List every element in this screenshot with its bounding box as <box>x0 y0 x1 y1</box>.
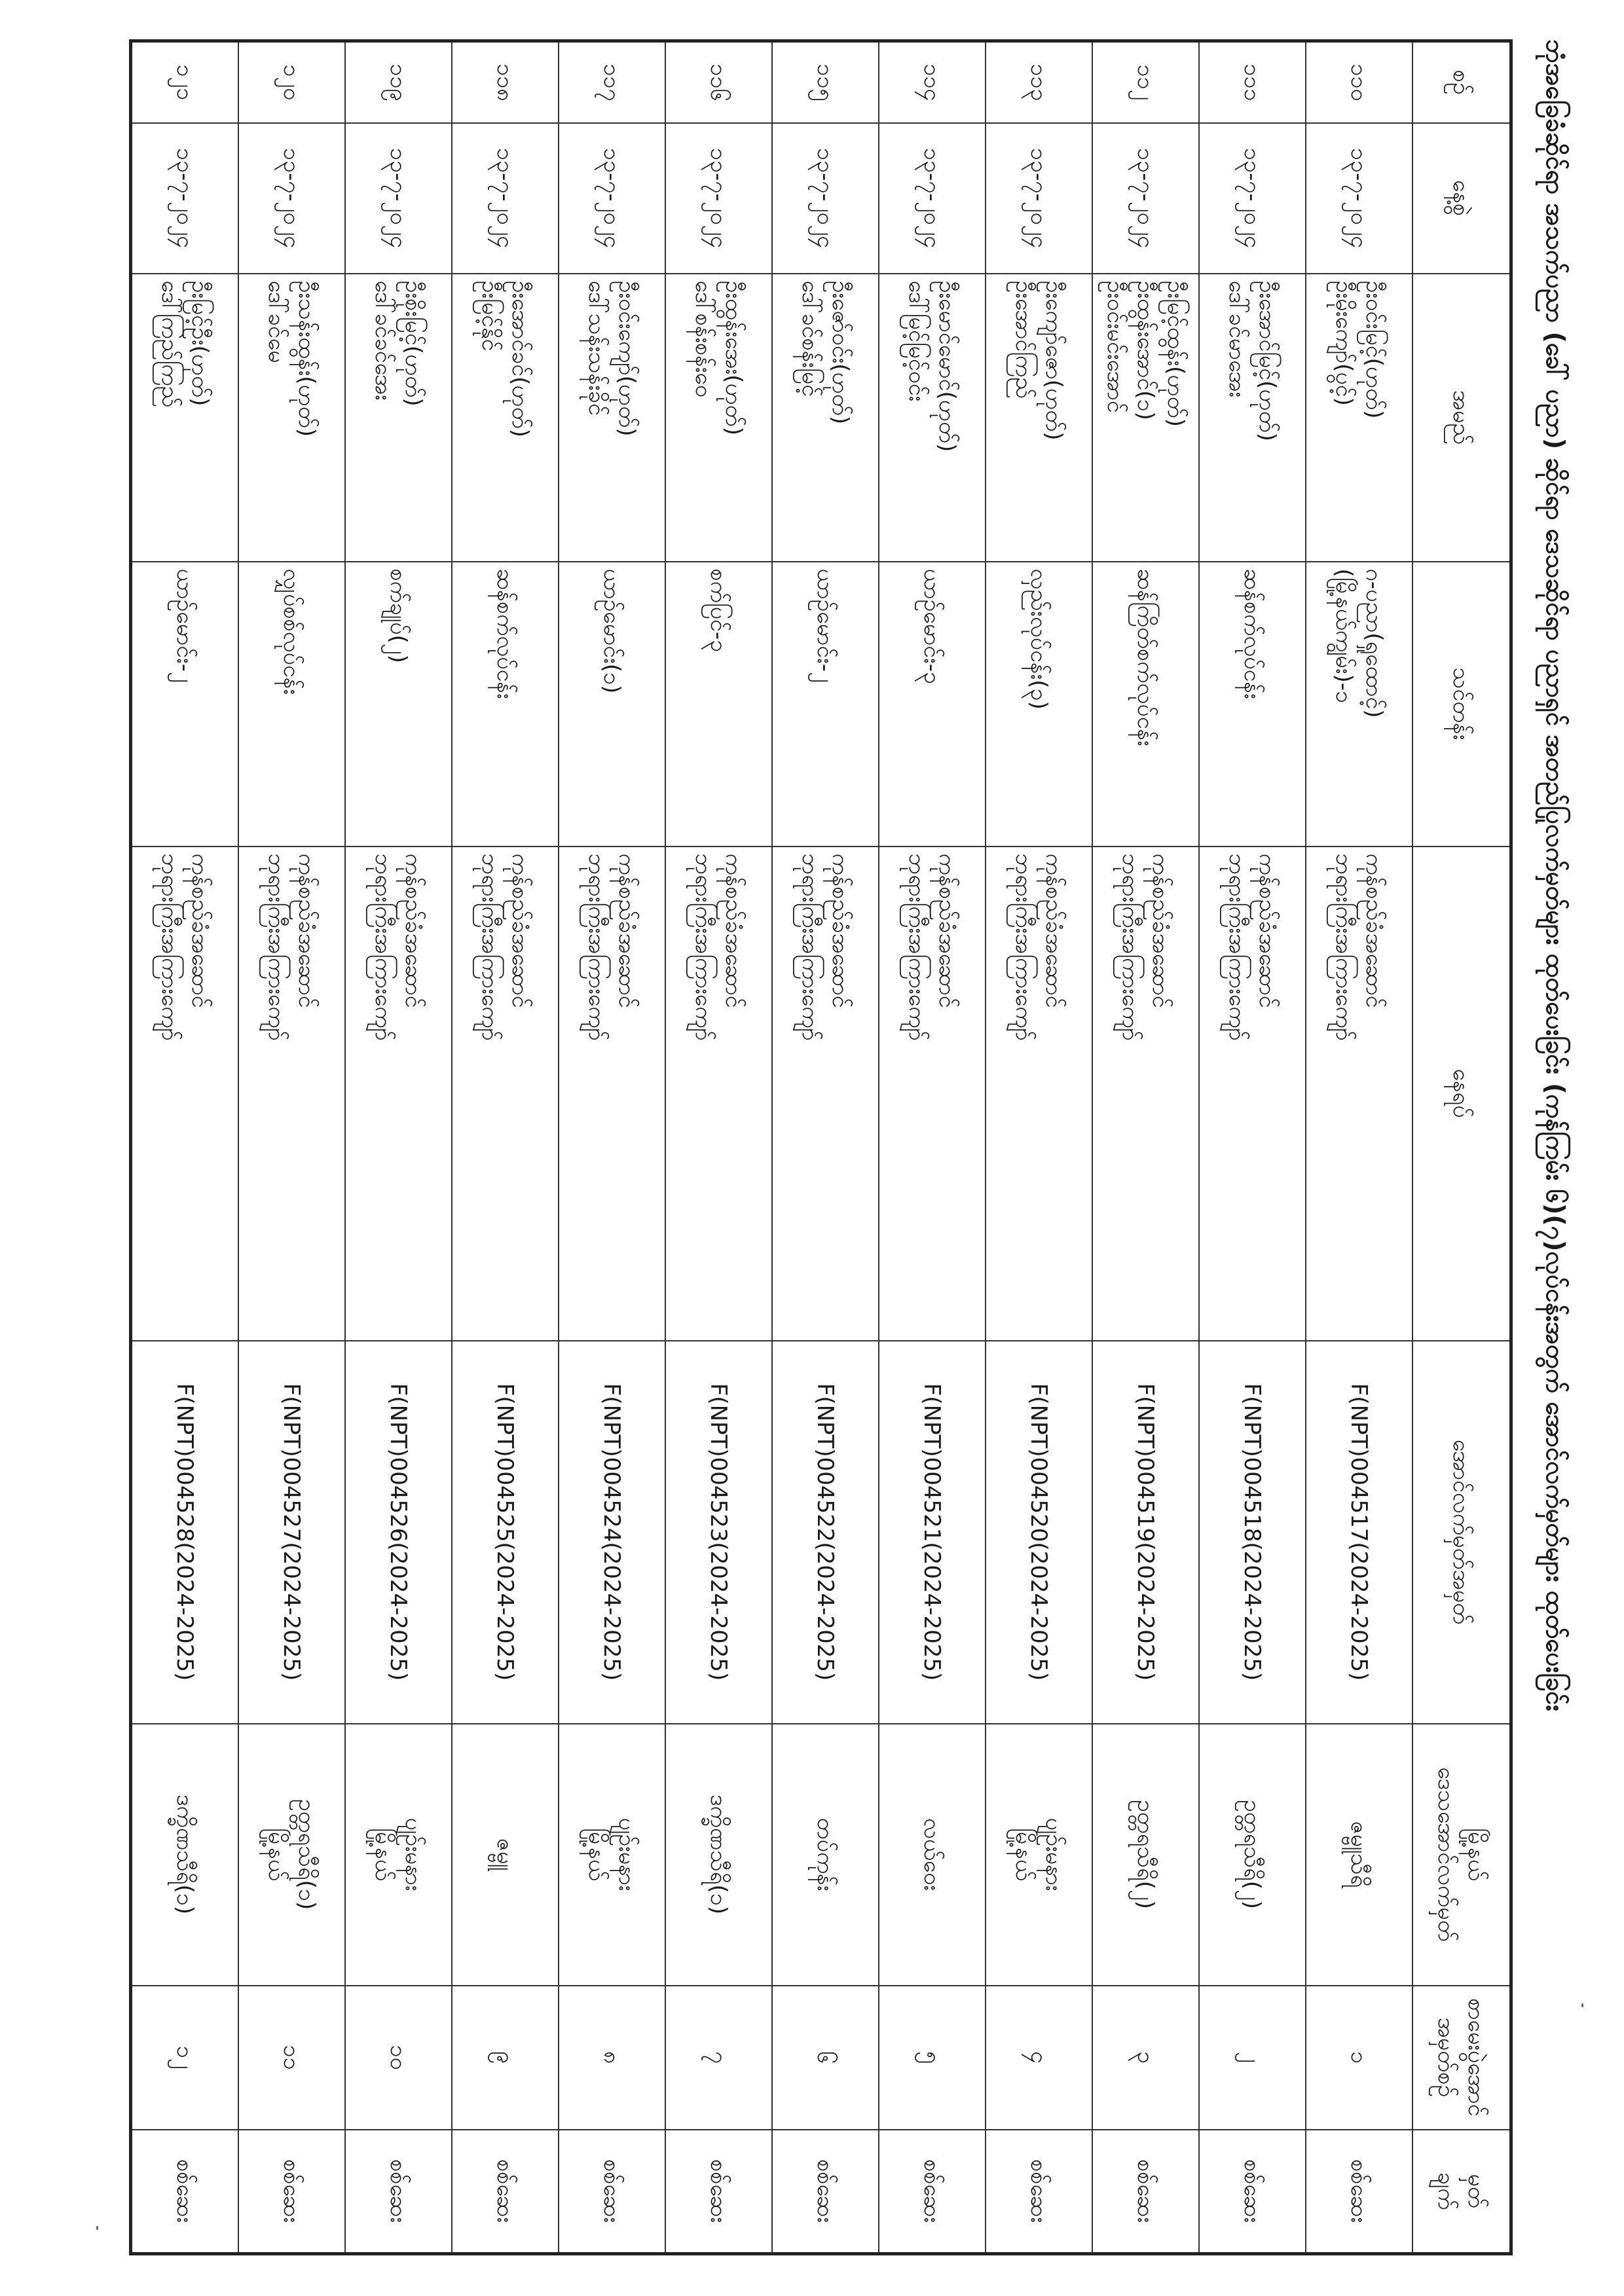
row-number: ၁၁၂ <box>1092 41 1199 123</box>
table-row <box>131 41 239 2254</box>
row-number: ၁၁၇ <box>559 41 665 123</box>
row-date: ၁၃-၇-၂၀၂၄ <box>772 123 879 274</box>
row-name: ဦးမြင့်ထွန်း(ဟုတ်) ဦးထွန်းအောင်(၁) ဦးဝင်းမင်းအောင် <box>1092 274 1199 562</box>
row-serial: ၁၁ <box>238 1986 345 2130</box>
col-header-course: သင်တန်း <box>1412 562 1511 847</box>
row-number: ၁၁၄ <box>879 41 986 123</box>
row-serial: ၄ <box>986 1986 1092 2130</box>
row-remark: စစ်ဆေး <box>986 2130 1092 2254</box>
scan-speck <box>96 2226 98 2230</box>
col-header-no: စဉ် <box>1412 41 1511 123</box>
certificate-table <box>129 39 1513 2255</box>
row-cert-number: F(NPT)004526(2024-2025) <box>345 1341 452 1724</box>
row-course: ယာဉ်မောင်း-၂ <box>131 562 239 847</box>
table-row <box>345 41 452 2254</box>
row-remark: စစ်ဆေး <box>1199 2130 1306 2254</box>
row-address: ကုန်စည်ခံအဆောင် ဘုရားကြီးအကြားကျော် <box>238 847 345 1341</box>
row-remark: စစ်ဆေး <box>879 2130 986 2254</box>
col-header-sr: စာမေးပွဲအောင် အမှတ်စဉ် <box>1412 1986 1511 2130</box>
row-course: ဆန်စက်လုပ်ငန်း <box>1199 562 1306 847</box>
row-date: ၁၃-၇-၂၀၂၄ <box>452 123 559 274</box>
row-name: ဦးဝင်းမြင့်(ဟုတ်) ဦးမိုးကျော်(ပွင့်) <box>1306 274 1412 562</box>
row-number: ၁၁၉ <box>345 41 452 123</box>
row-date: ၁၃-၇-၂၀၂၄ <box>1306 123 1412 274</box>
row-number: ၁၂၀ <box>238 41 345 123</box>
row-serial: ၂ <box>1199 1986 1306 2130</box>
row-course: ဆန်ကြိတ်စက်လုပ်ငန်း <box>1092 562 1199 847</box>
row-name: ဦးဝင်းကျော်(ဟုတ်) ဒေါ်သန်းသန်းခိုင် <box>559 274 665 562</box>
row-serial: ၁ <box>1306 1986 1412 2130</box>
table-row <box>1092 41 1199 2254</box>
row-number: ၁၁၆ <box>665 41 772 123</box>
row-remark: စစ်ဆေး <box>452 2130 559 2254</box>
row-address: ကုန်စည်ခံအဆောင် ဘုရားကြီးအကြားကျော် <box>879 847 986 1341</box>
row-number: ၁၁၁ <box>1199 41 1306 123</box>
row-name: ဦးဇော်ဝင်း(ဟုတ်) ဒေါ်ခင်စန်းမြင့် <box>772 274 879 562</box>
row-township: ပျဉ်းမနား မြို့နယ် <box>345 1724 452 1986</box>
row-cert-number: F(NPT)004524(2024-2025) <box>559 1341 665 1724</box>
row-serial: ၈ <box>559 1986 665 2130</box>
row-name: ဦးအောင်ခင်(ဟုတ်) ဦးမြင့်နိုင် <box>452 274 559 562</box>
table-header-row <box>1412 41 1511 2254</box>
row-serial: ၆ <box>772 1986 879 2130</box>
row-serial: ၅ <box>879 1986 986 2130</box>
row-name: ဦးကျော်ဇော(ဟုတ်) ဦးအောင်ကြည် <box>986 274 1092 562</box>
row-remark: စစ်ဆေး <box>345 2130 452 2254</box>
row-township: ဥတ္တရသီရိ(၁) မြို့နယ် <box>238 1724 345 1986</box>
row-course: ယာဉ်မောင်း(၁) <box>559 562 665 847</box>
row-name: ဦးအောင်မြင့်(ဟုတ်) ဒေါ်ခင်မာအေး <box>1199 274 1306 562</box>
row-date: ၁၃-၇-၂၀၂၄ <box>345 123 452 274</box>
row-address: ကုန်စည်ခံအဆောင် ဘုရားကြီးအကြားကျော် <box>345 847 452 1341</box>
row-course: လှည်းလုပ်ငန်း(၃) <box>986 562 1092 847</box>
row-remark: စစ်ဆေး <box>559 2130 665 2254</box>
row-address: ကုန်စည်ခံအဆောင် ဘုရားကြီးအကြားကျော် <box>772 847 879 1341</box>
row-township: ဇမ္ဗူ <box>452 1724 559 1986</box>
row-number: ၁၁၀ <box>1306 41 1412 123</box>
col-header-date: နေ့စွဲ <box>1412 123 1511 274</box>
row-number: ၁၁၅ <box>772 41 879 123</box>
row-serial: ၇ <box>665 1986 772 2130</box>
row-name: ဦးမြင့်ဦး(ဟုတ်) ဒေါ်ကြည်ကြည် <box>131 274 239 562</box>
row-address: ကုန်စည်ခံအဆောင် ဘုရားကြီးအကြားကျော် <box>131 847 239 1341</box>
row-date: ၁၃-၇-၂၀၂၄ <box>665 123 772 274</box>
row-name: ဦးမောင်မောင်(ဟုတ်) ဒေါ်မြင့်မြင့်ဝင်း <box>879 274 986 562</box>
table-row <box>1199 41 1306 2254</box>
row-number: ၁၁၃ <box>986 41 1092 123</box>
row-township: လယ်ဝေး <box>879 1724 986 1986</box>
row-name: ဦးထွန်းအေး(ဟုတ်) ဒေါ်စန်းစန်းဝေ <box>665 274 772 562</box>
row-date: ၁၃-၇-၂၀၂၄ <box>986 123 1092 274</box>
row-township: တပ်ကုန်း <box>772 1724 879 1986</box>
col-header-remark: မှတ် ချက် <box>1412 2130 1511 2254</box>
row-number: ၁၂၁ <box>131 41 239 123</box>
row-course: ယာဉ်မောင်း-၃ <box>879 562 986 847</box>
row-remark: စစ်ဆေး <box>665 2130 772 2254</box>
row-cert-number: F(NPT)004518(2024-2025) <box>1199 1341 1306 1724</box>
row-cert-number: F(NPT)004522(2024-2025) <box>772 1341 879 1724</box>
table-row <box>986 41 1092 2254</box>
row-address: ကုန်စည်ခံအဆောင် ဘုရားကြီးအကြားကျော် <box>1199 847 1306 1341</box>
row-address: ကုန်စည်ခံအဆောင် ဘုရားကြီးအကြားကျော် <box>452 847 559 1341</box>
row-serial: ၁၂ <box>131 1986 239 2130</box>
col-header-cert: အောင်လက်မှတ်အမှတ် <box>1412 1341 1511 1724</box>
col-header-township: မြို့နယ် ဒေသအောင်လက်မှတ် <box>1412 1724 1511 1986</box>
table-row <box>452 41 559 2254</box>
row-name: ဦးစိုးမြင့်(ဟုတ်) ဒေါ်ခင်ခင်အေး <box>345 274 452 562</box>
row-number: ၁၁၈ <box>452 41 559 123</box>
row-township: ဒက္ခိဏသီရိ(၁) <box>131 1724 239 1986</box>
row-course: ယာဉ်မောင်း-၂ <box>772 562 879 847</box>
row-cert-number: F(NPT)004527(2024-2025) <box>238 1341 345 1724</box>
row-township: ဥတ္တရသီရိ(၂) <box>1092 1724 1199 1986</box>
table-row <box>665 41 772 2254</box>
row-course: စက်ပြင်-၃ <box>665 562 772 847</box>
row-cert-number: F(NPT)004523(2024-2025) <box>665 1341 772 1724</box>
table-row <box>559 41 665 2254</box>
row-township: ပျဉ်းမနား မြို့နယ် <box>986 1724 1092 1986</box>
row-date: ၁၃-၇-၂၀၂၄ <box>559 123 665 274</box>
row-date: ၁၃-၇-၂၀၂၄ <box>1092 123 1199 274</box>
row-date: ၁၃-၇-၂၀၂၄ <box>879 123 986 274</box>
row-serial: ၁၀ <box>345 1986 452 2130</box>
row-address: ကုန်စည်ခံအဆောင် ဘုရားကြီးအကြားကျော် <box>986 847 1092 1341</box>
document-title: ဘုံအခြေခံဆိုင်ရာ အသက်ပညာ (ခေါ် ပညာ) ဆိုင်ရာ ဒေသဆိုင်ရာ ပညာရှင် အတည်ပြုလက်မှတ်များ ထုတ်ပေးခြင်း (ကုန်ကြမ်း ၆)(၇)လုပ်ငန်းအတွက် အောင်လက်မှတ်များ ထုတ်ပေးခြင်း <box>1541 39 1570 1711</box>
row-cert-number: F(NPT)004519(2024-2025) <box>1092 1341 1199 1724</box>
table-row <box>879 41 986 2254</box>
row-course: ဆန်စက်လုပ်ငန်း <box>452 562 559 847</box>
scan-speck <box>1581 2003 1583 2007</box>
row-course: စက်ချုပ်(၂) <box>345 562 452 847</box>
col-header-name: အမည် <box>1412 274 1511 562</box>
row-serial: ၃ <box>1092 1986 1199 2130</box>
row-cert-number: F(NPT)004525(2024-2025) <box>452 1341 559 1724</box>
row-remark: စစ်ဆေး <box>238 2130 345 2254</box>
row-serial: ၉ <box>452 1986 559 2130</box>
row-township: ပျဉ်းမနား မြို့နယ် <box>559 1724 665 1986</box>
table-row <box>1306 41 1412 2254</box>
row-township: ဇမ္ဗူသီရိ <box>1306 1724 1412 1986</box>
row-course: ဂ-ပညာ(ရှုထောင့်) (မြို့နယ်ကျွမ်း)-၁ <box>1306 562 1412 847</box>
row-date: ၁၃-၇-၂၀၂၄ <box>238 123 345 274</box>
row-remark: စစ်ဆေး <box>772 2130 879 2254</box>
row-cert-number: F(NPT)004521(2024-2025) <box>879 1341 986 1724</box>
row-date: ၁၃-၇-၂၀၂၄ <box>131 123 239 274</box>
row-course: လျှပ်စစ်လုပ်ငန်း <box>238 562 345 847</box>
row-address: ကုန်စည်ခံအဆောင် ဘုရားကြီးအကြားကျော် <box>559 847 665 1341</box>
row-remark: စစ်ဆေး <box>1092 2130 1199 2254</box>
row-name: ဦးသန်းထွန်း(ဟုတ်) ဒေါ်ခင်မေ <box>238 274 345 562</box>
row-remark: စစ်ဆေး <box>131 2130 239 2254</box>
row-cert-number: F(NPT)004528(2024-2025) <box>131 1341 239 1724</box>
row-address: ကုန်စည်ခံအဆောင် ဘုရားကြီးအကြားကျော် <box>1306 847 1412 1341</box>
row-date: ၁၃-၇-၂၀၂၄ <box>1199 123 1306 274</box>
row-address: ကုန်စည်ခံအဆောင် ဘုရားကြီးအကြားကျော် <box>1092 847 1199 1341</box>
col-header-address: နေရပ် <box>1412 847 1511 1341</box>
row-cert-number: F(NPT)004520(2024-2025) <box>986 1341 1092 1724</box>
row-cert-number: F(NPT)004517(2024-2025) <box>1306 1341 1412 1724</box>
row-address: ကုန်စည်ခံအဆောင် ဘုရားကြီးအကြားကျော် <box>665 847 772 1341</box>
table-row <box>772 41 879 2254</box>
row-township: ဒက္ခိဏသီရိ(၁) <box>665 1724 772 1986</box>
table-row <box>238 41 345 2254</box>
row-township: ဥတ္တရသီရိ(၂) <box>1199 1724 1306 1986</box>
row-remark: စစ်ဆေး <box>1306 2130 1412 2254</box>
